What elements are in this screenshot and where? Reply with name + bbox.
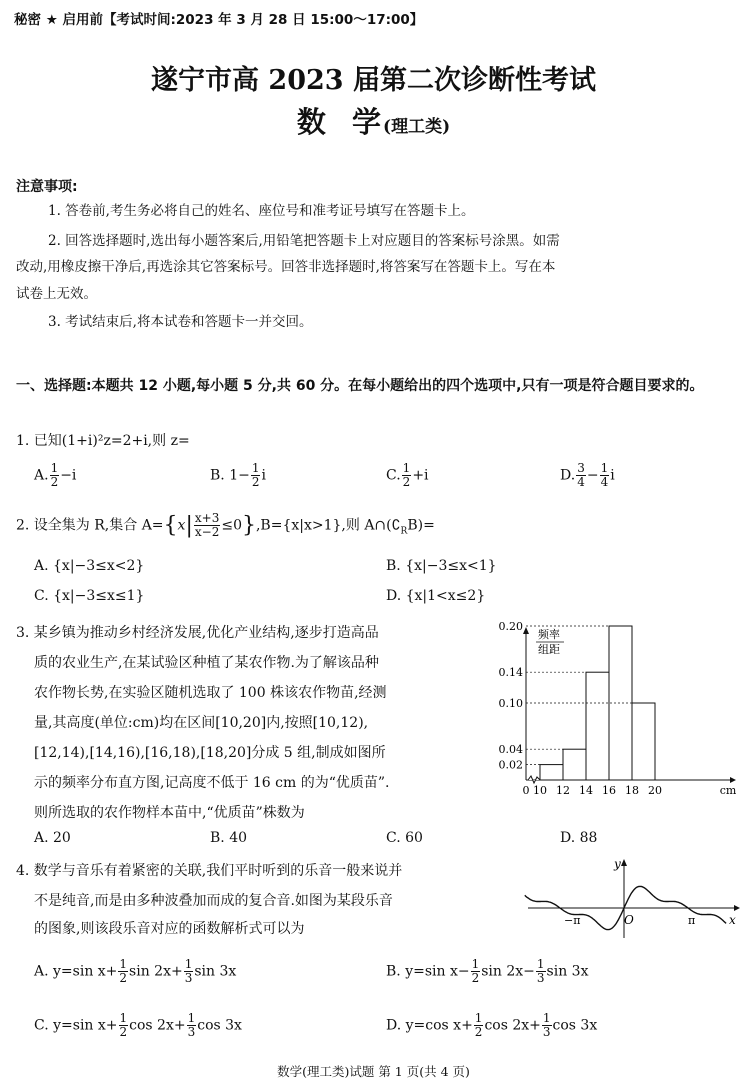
q1-option-d: D. $\frac{3}{4}$ − $\frac{1}{4}$ i [560, 461, 615, 489]
notice-3: 3. 考试结束后,将本试卷和答题卡一并交回。 [48, 314, 313, 330]
page-footer: 数学(理工类)试题 第 1 页(共 4 页) [277, 1064, 470, 1079]
graph-pi-label: π [688, 914, 696, 927]
histogram-x-arrow [730, 777, 736, 783]
histogram-bar [540, 765, 563, 780]
histogram-x-tick: 14 [579, 784, 593, 797]
graph-neg-pi-label: −π [564, 914, 581, 927]
q1-option-a: A. $\frac{1}{2}$ −i [34, 461, 77, 489]
histogram-ylabel-bottom: 组距 [538, 643, 560, 656]
q2-option-d: D. {x|1<x≤2} [386, 588, 486, 604]
q3-line-2: 质的农业生产,在某试验区种植了某农作物.为了解该品种 [34, 655, 379, 671]
q4-option-a: A. y=sin x+ $\frac{1}{2}$ sin 2x+ $\frac{1}{3}$ sin 3x [34, 957, 237, 985]
histogram-bar [632, 703, 655, 780]
q2-option-b: B. {x|−3≤x<1} [386, 558, 497, 574]
notice-2-cont: 改动,用橡皮擦干净后,再选涂其它答案标号。回答非选择题时,将答案写在答题卡上。写在本 [16, 259, 556, 275]
q2-stem: 2. 设全集为 R,集合 A={x| $\frac{x+3}{x-2}$ ≤0},B={x|x>1},则 $A\cap(∁_RB)=$ [16, 511, 435, 539]
q3-option-d: D. 88 [560, 830, 598, 846]
q2-option-c: C. {x|−3≤x≤1} [34, 588, 145, 604]
subject-title: 数 学(理工类) [296, 105, 451, 139]
q3-line-7: 则所选取的农作物样本苗中,“优质苗”株数为 [34, 805, 305, 821]
q3-option-b: B. 40 [210, 830, 248, 846]
q4-line-2: 不是纯音,而是由多种波叠加而成的复合音.如图为某段乐音 [34, 893, 393, 909]
q3-option-c: C. 60 [386, 830, 423, 846]
notice-2-end: 试卷上无效。 [16, 286, 97, 302]
y-axis-arrow [621, 859, 627, 866]
q3-line-1: 3. 某乡镇为推动乡村经济发展,优化产业结构,逐步打造高品 [16, 625, 379, 641]
histogram-y-tick: 0.10 [498, 697, 523, 710]
confidential-header: 秘密 ★ 启用前【考试时间:2023 年 3 月 28 日 15:00～17:00】 [14, 12, 424, 28]
notice-heading: 注意事项: [16, 179, 78, 195]
frequency-histogram [480, 622, 742, 822]
notice-2: 2. 回答选择题时,选出每小题答案后,用铅笔把答题卡上对应题目的答案标号涂黑。如需 [48, 233, 560, 249]
histogram-bar [563, 749, 586, 780]
histogram-x-tick: 12 [556, 784, 570, 797]
x-axis-arrow [734, 905, 740, 911]
histogram-x-tick: 10 [533, 784, 547, 797]
histogram-x-label: cm [719, 784, 737, 797]
histogram-y-tick: 0.04 [498, 743, 523, 757]
section-heading: 一、选择题:本题共 12 小题,每小题 5 分,共 60 分。在每小题给出的四个选项中,只有一项是符合题目要求的。 [16, 378, 704, 394]
exam-title: 遂宁市高 2023 届第二次诊断性考试 [151, 65, 596, 96]
graph-x-label: x [729, 913, 736, 927]
histogram-y-tick: 0.20 [498, 622, 523, 633]
graph-origin-label: O [624, 913, 634, 927]
q4-option-c: C. y=sin x+ $\frac{1}{2}$ cos 2x+ $\frac{1}{3}$ cos 3x [34, 1011, 242, 1039]
notice-1: 1. 答卷前,考生务必将自己的姓名、座位号和准考证号填写在答题卡上。 [48, 203, 475, 219]
q1-option-b: B. 1− $\frac{1}{2}$ i [210, 461, 266, 489]
histogram-x-tick: 0 [522, 784, 530, 797]
histogram-y-arrow [523, 627, 529, 634]
histogram-bar [609, 626, 632, 780]
q1-option-c: C. $\frac{1}{2}$ +i [386, 461, 429, 489]
histogram-x-tick: 20 [648, 784, 662, 797]
histogram-y-tick: 0.02 [498, 758, 523, 772]
q3-line-6: 示的频率分布直方图,记高度不低于 16 cm 的为“优质苗”. [34, 775, 390, 791]
histogram-ylabel-top: 频率 [538, 628, 560, 641]
q4-option-b: B. y=sin x− $\frac{1}{2}$ sin 2x− $\frac{1}{3}$ sin 3x [386, 957, 589, 985]
q3-option-a: A. 20 [34, 830, 71, 846]
subject-subtitle: (理工类) [383, 117, 451, 137]
q2-option-a: A. {x|−3≤x<2} [34, 558, 145, 574]
histogram-x-tick: 18 [625, 784, 639, 797]
graph-y-label: y [614, 857, 621, 871]
histogram-bar [586, 672, 609, 780]
sound-wave-graph [524, 856, 740, 940]
q4-line-1: 4. 数学与音乐有着紧密的关联,我们平时听到的乐音一般来说并 [16, 863, 403, 879]
histogram-y-tick: 0.14 [498, 666, 523, 680]
q4-option-d: D. y=cos x+ $\frac{1}{2}$ cos 2x+ $\frac{1}{3}$ cos 3x [386, 1011, 598, 1039]
q1-stem: 1. 已知(1+i)²z=2+i,则 z= [16, 433, 190, 449]
q3-line-4: 量,其高度(单位:cm)均在区间[10,20]内,按照[10,12), [34, 715, 369, 731]
q4-line-3: 的图象,则该段乐音对应的函数解析式可以为 [34, 921, 305, 937]
q3-line-5: [12,14),[14,16),[16,18),[18,20]分成 5 组,制成如图所 [34, 745, 386, 761]
histogram-x-tick: 16 [602, 784, 616, 797]
q3-line-3: 农作物长势,在实验区随机选取了 100 株该农作物苗,经测 [34, 685, 387, 701]
